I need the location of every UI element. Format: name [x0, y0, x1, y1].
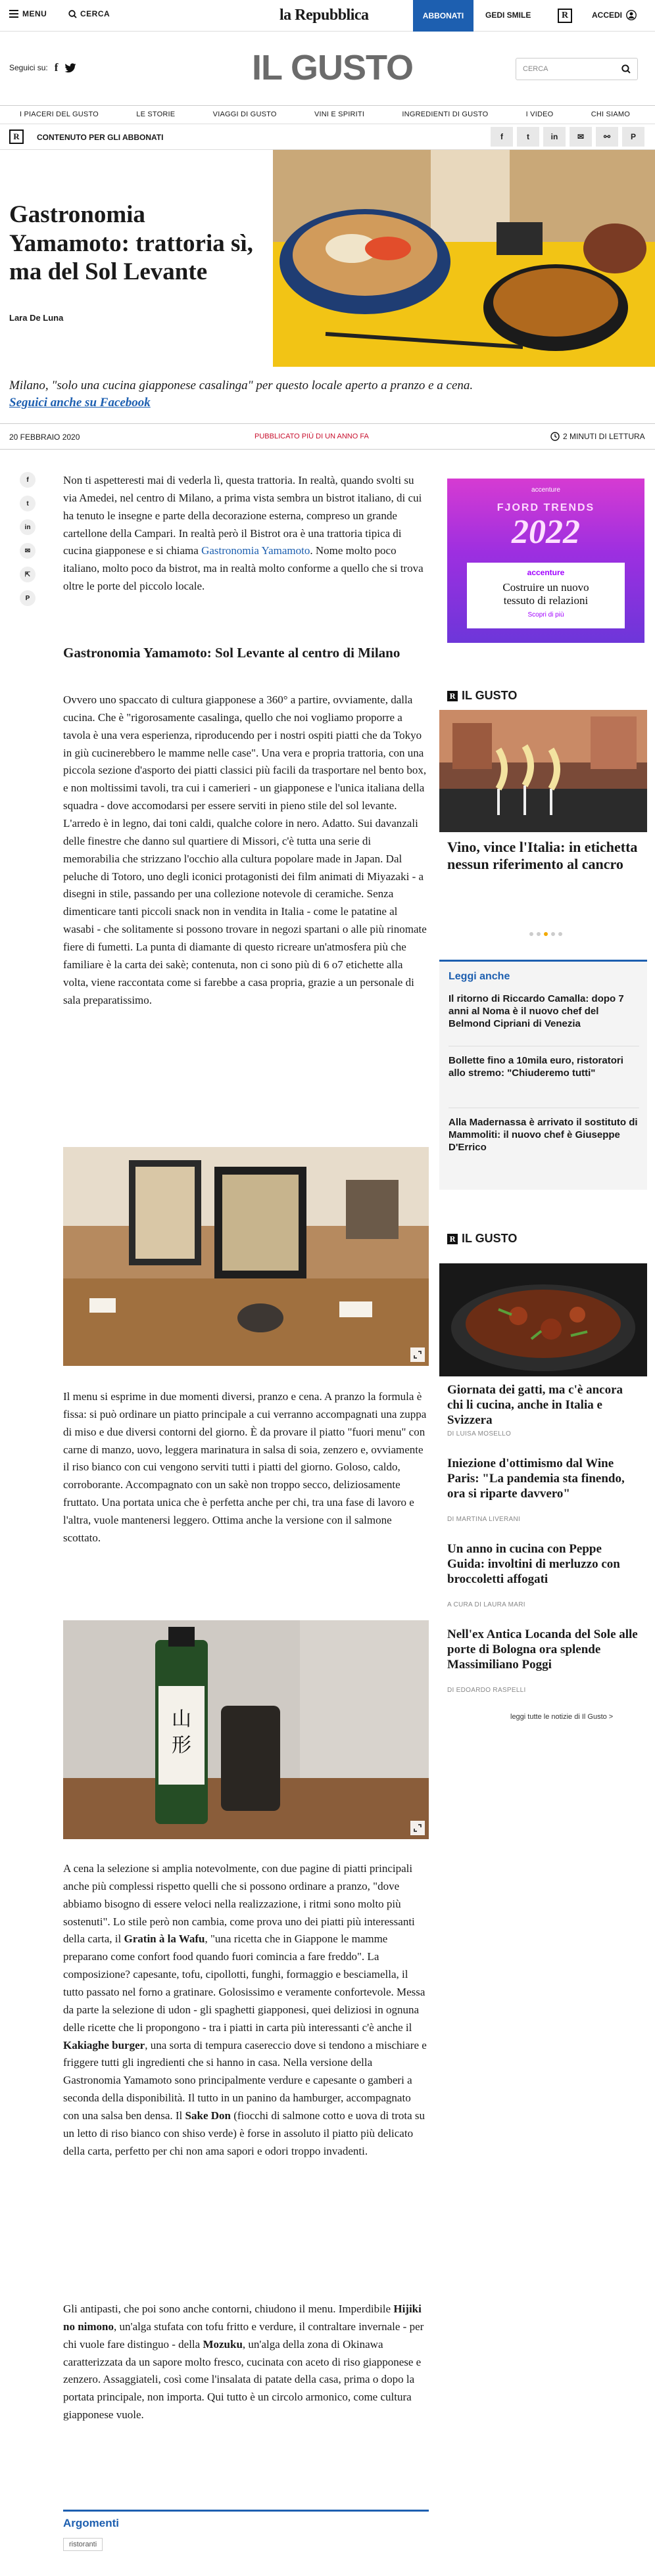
hamburger-icon: [9, 10, 18, 18]
search-placeholder: CERCA: [523, 65, 548, 73]
story-image[interactable]: [439, 1263, 647, 1376]
article-photo-interior: [63, 1147, 429, 1366]
carousel-dot[interactable]: [529, 932, 533, 936]
share-linkedin-icon[interactable]: in: [543, 127, 566, 147]
dish-name: Hijiki no nimono: [63, 2303, 422, 2333]
read-also-item[interactable]: Il ritorno di Riccardo Camalla: dopo 7 anni al Noma è il nuovo chef del Belmond Cipriani di Venezia: [449, 993, 624, 1029]
carousel-dot[interactable]: [544, 932, 548, 936]
hero-image: [273, 150, 655, 367]
il-gusto-label: IL GUSTO: [462, 689, 518, 702]
section-heading: Gastronomia Yamamoto: Sol Levante al centro di Milano: [63, 645, 400, 661]
ad-line1: Costruire un nuovo: [502, 581, 589, 594]
carousel-image[interactable]: [439, 710, 647, 832]
paragraph-menu: Il menu si esprime in due momenti diversi, pranzo e cena. A pranzo la formula è fissa: si può ordinare un piatto principale a cui verranno accompagnati una zuppa di miso e due diversi contorni del giorno. È da provare il piatto "fuori menu" con carne di manzo, uovo, leggera marinatura in salsa di soia, zenzero e, ovviamente il riso bianco con cui vengono serviti tutti i piatti del giorno. Goloso, caldo, corroborante. Accompagnato con un sakè non troppo secco, deliziosamente fruttato. Una portata unica che è perfetta anche per chi, tra una fase di lavoro e l'altra, vuole mantenersi leggero. Ottima anche la versione con il salmone scottato.: [63, 1390, 427, 1544]
follow-us: [9, 61, 76, 74]
search-icon: [68, 10, 77, 18]
read-also-item[interactable]: Alla Madernassa è arrivato il sostituto di Mammoliti: il nuovo chef è Giuseppe D'Errico: [449, 1117, 638, 1153]
story-author: DI LUISA MOSELLO: [447, 1430, 512, 1438]
subtitle-text: Milano, "solo una cucina giapponese casalinga" per questo locale aperto a pranzo e a cena.: [9, 379, 473, 392]
login-label: ACCEDI: [592, 11, 623, 20]
ad-line2: tessuto di relazioni: [503, 594, 589, 607]
svg-text:R: R: [449, 691, 456, 701]
published-ago: PUBBLICATO PIÙ DI UN ANNO FA: [255, 433, 369, 440]
il-gusto-logo[interactable]: IL GUSTO: [252, 48, 414, 87]
share-facebook-icon[interactable]: f: [491, 127, 513, 147]
svg-text:R: R: [449, 1234, 456, 1244]
nav-item[interactable]: CHI SIAMO: [591, 110, 630, 118]
clock-icon: [550, 432, 560, 441]
share-pinterest-icon[interactable]: P: [20, 590, 36, 606]
nav-item[interactable]: LE STORIE: [136, 110, 176, 118]
topics-section: [63, 2510, 429, 2551]
share-twitter-icon[interactable]: t: [20, 496, 36, 511]
nav-item[interactable]: I VIDEO: [525, 110, 554, 118]
site-search-input[interactable]: [516, 58, 638, 80]
text: , un'alga stufata con tofu fritto e verdure, il contraltare invernale - per chi vuole fare distinguo - della: [63, 2320, 424, 2351]
text: , "una ricetta che in Giappone le mamme preparano come confort food quando fuori comincia a fare freddo". La composizione? capesante, tofu, cipollotti, funghi, formaggio e besciamella, il tutto passato nel forno a gratinare. Golosissimo e veramente confortevole. Messa da parte la selezione di udon - gli spaghetti giapponesi, quei deliziosi in ognuna delle ricette che li propongono - tra i piatti in carta più interessanti c'è anche il: [63, 1932, 425, 2034]
carousel-dots: [529, 932, 562, 936]
ad-logo: accenture: [527, 568, 565, 577]
story-title[interactable]: Iniezione d'ottimismo dal Wine Paris: "La pandemia sta finendo, ora si riparte davvero": [447, 1457, 625, 1501]
search-icon[interactable]: [621, 64, 631, 74]
ad-headline: FJORD TRENDS: [497, 502, 595, 513]
svg-text:山: 山: [172, 1708, 191, 1731]
story-title[interactable]: Un anno in cucina con Peppe Guida: involtini di merluzzo con broccoletti affogati: [447, 1542, 620, 1586]
topic-tag[interactable]: ristoranti: [63, 2538, 103, 2551]
story-author: DI MARTINA LIVERANI: [447, 1516, 521, 1523]
publish-date: 20 FEBBRAIO 2020: [9, 433, 80, 442]
carousel-dot[interactable]: [537, 932, 541, 936]
dish-name: Mozuku: [203, 2337, 243, 2351]
share-email-icon[interactable]: ✉: [20, 543, 36, 559]
section-nav: [0, 110, 655, 118]
nav-item[interactable]: VINI E SPIRITI: [314, 110, 365, 118]
text: A cena la selezione si amplia notevolmente, con due pagine di piatti principali anche più complessi rispetto quelli che si possono ordinare a pranzo, "dove abbiamo bisogno di essere veloci nella realizzazione, i ritmi sono molto più sostenuti". Lo stile però non cambia, come prova uno dei piatti più interessanti della carta, il: [63, 1862, 415, 1946]
story-title[interactable]: Nell'ex Antica Locanda del Sole alle porte di Bologna ora splende Massimiliano Poggi: [447, 1628, 638, 1672]
carousel-dot[interactable]: [558, 932, 562, 936]
svg-text:形: 形: [172, 1734, 191, 1757]
search-label: CERCA: [80, 9, 110, 18]
expand-icon[interactable]: [410, 1821, 425, 1835]
carousel-title[interactable]: Vino, vince l'Italia: in etichetta nessun riferimento al cancro: [447, 839, 638, 873]
text: . Nome molto poco italiano, molto poco da bistrot, ma in realtà molto conforme a quello che si trova oltre le porte del piccolo locale.: [63, 544, 424, 593]
facebook-follow-link[interactable]: Seguici anche su Facebook: [9, 395, 151, 410]
read-also-item[interactable]: Bollette fino a 10mila euro, ristoratori allo stremo: "Chiuderemo tutti": [449, 1055, 623, 1079]
nav-item[interactable]: INGREDIENTI DI GUSTO: [402, 110, 489, 118]
top-bar: [0, 0, 655, 32]
article-meta: [0, 423, 655, 450]
r-logo[interactable]: R: [558, 9, 572, 23]
il-gusto-section-header: [447, 1232, 517, 1246]
r-badge-icon: [447, 1234, 458, 1244]
gedi-smile-link[interactable]: GEDI SMILE: [485, 11, 531, 20]
article-subtitle: [9, 377, 641, 411]
read-time-label: 2 MINUTI DI LETTURA: [563, 432, 645, 441]
article-title: Gastronomia Yamamoto: trattoria sì, ma del Sol Levante: [9, 201, 253, 286]
share-facebook-icon[interactable]: f: [20, 472, 36, 488]
facebook-icon[interactable]: f: [54, 61, 59, 74]
search-button[interactable]: [68, 9, 110, 18]
dish-name: Kakiaghe burger: [63, 2038, 145, 2051]
dish-name: Sake Don: [185, 2109, 231, 2122]
menu-button[interactable]: [9, 9, 47, 18]
share-pinterest-icon[interactable]: P: [622, 127, 644, 147]
nav-item[interactable]: I PIACERI DEL GUSTO: [20, 110, 99, 118]
twitter-icon[interactable]: [64, 63, 76, 73]
ad-cta[interactable]: Scopri di più: [527, 611, 564, 619]
carousel-dot[interactable]: [551, 932, 555, 936]
read-all-link[interactable]: leggi tutte le notizie di Il Gusto >: [510, 1713, 614, 1721]
nav-divider: [0, 105, 655, 106]
il-gusto-label: IL GUSTO: [462, 1232, 518, 1245]
share-twitter-icon[interactable]: t: [517, 127, 539, 147]
subscriber-content-label: CONTENUTO PER GLI ABBONATI: [37, 133, 164, 142]
paragraph-dinner: [63, 1860, 429, 2161]
subscribe-button[interactable]: ABBONATI: [413, 0, 473, 32]
subscriber-bar: [0, 124, 655, 150]
paragraph-culture: Ovvero uno spaccato di cultura giapponese a 360° a partire, ovviamente, dalla cucina. Che è "rigorosamente casalinga, quello che noi vogliamo proporre a tavola è una vera esperienza, riproducendo per i nostri ospiti piatti che da Tokyo in giù cucinerebbero le mamme nelle case". Una vera e propria trattoria, con una piccola sezione d'asporto dei piatti classici più facili da trasportare nel bento box, e non moltissimi tavoli, tra cui i camerieri - un giapponese e l'unica italiana della squadra - dove accomodarsi per essere serviti in pieno stile del sol levante. L'arredo è in legno, dai toni caldi, qualche colore in nero. Adatto. Sui davanzali delle finestre che danno sul quartiere di Missori, c'è tutta una serie di memorabilia che strizzano l'occhio alla cultura popolare made in Japan. Dal peluche di Totoro, uno degli iconici protagonisti dei film animati di Miyazaki - a disegni in stile, passando per una collezione notevole di ceramiche. Senza dimenticare tanti piccoli snack non in vendita in Italia - come le patatine al wasabi - che solitamente si possono trovare in negozi spartani o alle più rinomate fiere di fumetti. La punta di diamante di questo ricreare un'atmosfera più che familiare è la carta dei sakè; contenuta, non ci sono più di 6 o7 etichette alla volta, viene raccontata come si farebbe a casa propria, grazie a un personale di sala preparatissimo.: [63, 693, 427, 1006]
share-link-icon[interactable]: ⚯: [596, 127, 618, 147]
article-author[interactable]: Lara De Luna: [9, 313, 64, 323]
login-button[interactable]: [592, 10, 637, 20]
advertisement[interactable]: [447, 479, 644, 643]
expand-icon[interactable]: [410, 1347, 425, 1362]
read-also-heading: Leggi anche: [449, 971, 510, 982]
dish-name: Gratin à la Wafu: [124, 1932, 205, 1946]
nav-item[interactable]: VIAGGI DI GUSTO: [212, 110, 277, 118]
text: Gli antipasti, che poi sono anche contorni, chiudono il menu. Imperdibile: [63, 2303, 394, 2315]
ad-brand-top: accenture: [531, 486, 560, 494]
share-link-icon[interactable]: ⇱: [20, 567, 36, 582]
text: , un'alga della zona di Okinawa caratterizzata da un sapore molto fresco, cucinata con aceto di riso giapponese e zenzero. Assaggiateli, così come l'insalata di patate della casa, prima o dopo la portata principale, non importa. Qui tutto è un circolo armonico, come cultura giapponese vuole.: [63, 2337, 422, 2422]
ad-year: 2022: [512, 513, 580, 551]
share-linkedin-icon[interactable]: in: [20, 519, 36, 535]
r-logo: R: [9, 129, 24, 144]
read-time: [550, 432, 645, 441]
text: Non ti aspetteresti mai di vederla lì, questa trattoria. In realtà, quando svolti su via Amedei, nel centro di Milano, a prima vista sembra un bistrot italiano, di cui ha tenuto le insegne e parte della decorazione esterna, compreso un grande cartellone della Campari. In realtà però il Bistrot ora è una trattoria tipica di cucina giapponese e si chiama: [63, 474, 422, 557]
read-also-box: [439, 960, 647, 1190]
topics-heading: Argomenti: [63, 2517, 119, 2529]
paragraph-starters: [63, 2301, 429, 2424]
user-icon: [626, 10, 637, 20]
story-author: A CURA DI LAURA MARI: [447, 1601, 525, 1608]
story-author: DI EDOARDO RASPELLI: [447, 1687, 526, 1694]
menu-label: MENU: [22, 9, 47, 18]
article-photo-sake: [63, 1620, 429, 1839]
follow-label: Seguici su:: [9, 63, 48, 72]
il-gusto-section-header: [447, 689, 517, 703]
repubblica-logo[interactable]: la Repubblica: [279, 7, 369, 24]
story-title[interactable]: Giornata dei gatti, ma c'è ancora chi li cucina, anche in Italia e Svizzera: [447, 1383, 623, 1427]
r-badge-icon: [447, 691, 458, 701]
restaurant-link[interactable]: Gastronomia Yamamoto: [201, 544, 310, 557]
text: (fiocchi di salmone cotto e uova di trota su un letto di riso bianco con shiso verde) è forse in assoluto il piatto più delicato della carta, perfetto per chi non ama sapori e odori troppo invadenti.: [63, 2109, 425, 2157]
paragraph-intro: [63, 472, 429, 596]
share-email-icon[interactable]: ✉: [570, 127, 592, 147]
text: , una sorta di tempura casereccio dove si tendono a mischiare e friggere tutti gli ingredienti che si hanno in casa. Nella versione della Gastronomia Yamamoto sono principalmente verdure e capesante o gamberi a seconda della disponibilità. Il tutto in un panino da hamburger, accompagnato con una salsa ben densa. Il: [63, 2038, 427, 2122]
